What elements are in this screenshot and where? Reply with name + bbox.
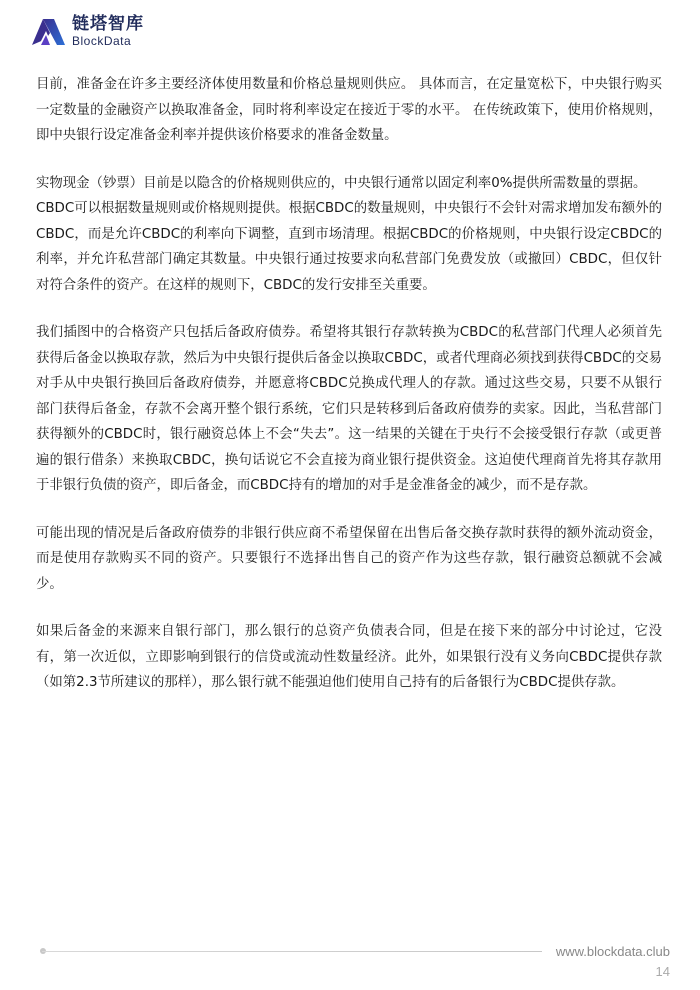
paragraph: 如果后备金的来源来自银行部门，那么银行的总资产负债表合同，但是在接下来的部分中讨论过，它没有，第一次近似，立即影响到银行的信贷或流动性数量经济。此外，如果银行没有义务向CBDC提供存款（如第2.3节所建议的那样），那么银行就不能强迫他们使用自己持有的后备银行为CBDC提供存款。 — [36, 624, 662, 690]
document-body — [36, 72, 662, 718]
header — [30, 14, 144, 48]
paragraph: 可能出现的情况是后备政府债券的非银行供应商不希望保留在出售后备交换存款时获得的额外流动资金，而是使用存款购买不同的资产。只要银行不选择出售自己的资产作为这些存款，银行融资总额就不会减少。 — [36, 525, 662, 592]
footer-divider — [42, 951, 542, 952]
paragraph: 实物现金（钞票）目前是以隐含的价格规则供应的，中央银行通常以固定利率0%提供所需数量的票据。 — [36, 175, 647, 191]
blockdata-logo-icon — [30, 15, 68, 47]
footer-url: www.blockdata.club — [555, 944, 670, 959]
logo-english-name: BlockData — [72, 33, 132, 48]
paragraph: 目前，准备金在许多主要经济体使用数量和价格总量规则供应。 具体而言，在定量宽松下，中央银行购买一定数量的金融资产以换取准备金，同时将利率设定在接近于零的水平。 在传统政策下，使用价格规则，即中央银行设定准备金利率并提供该价格要求的准备金数量。 — [36, 77, 662, 143]
paragraph: CBDC可以根据数量规则或价格规则提供。根据CBDC的数量规则，中央银行不会针对需求增加发布额外的CBDC，而是允许CBDC的利率向下调整，直到市场清理。根据CBDC的价格规则，中央银行设定CBDC的利率，并允许私营部门确定其数量。中央银行通过按要求向私营部门免费发放（或撤回）CBDC，但仅针对符合条件的资产。在这样的规则下，CBDC的发行安排至关重要。 — [36, 201, 662, 293]
page-number: 14 — [655, 964, 670, 979]
logo-chinese-name: 链塔智库 — [72, 13, 144, 34]
paragraph: 我们插图中的合格资产只包括后备政府债券。希望将其银行存款转换为CBDC的私营部门代理人必须首先获得后备金以换取存款，然后为中央银行提供后备金以换取CBDC，或者代理商必须找到获得CBDC的交易对手从中央银行换回后备政府债券，并愿意将CBDC兑换成代理人的存款。通过这些交易，只要不从银行部门获得后备金，存款不会离开整个银行系统，它们只是转移到后备政府债券的卖家。因此，当私营部门获得额外的CBDC时，银行融资总体上不会“失去”。这一结果的关键在于央行不会接受银行存款（或更普遍的银行借条）来换取CBDC，换句话说它不会直接为商业银行提供资金。这迫使代理商首先将其存款用于非银行负债的资产，即后备金，而CBDC持有的增加的对手是金准备金的减少，而不是存款。 — [36, 325, 662, 493]
